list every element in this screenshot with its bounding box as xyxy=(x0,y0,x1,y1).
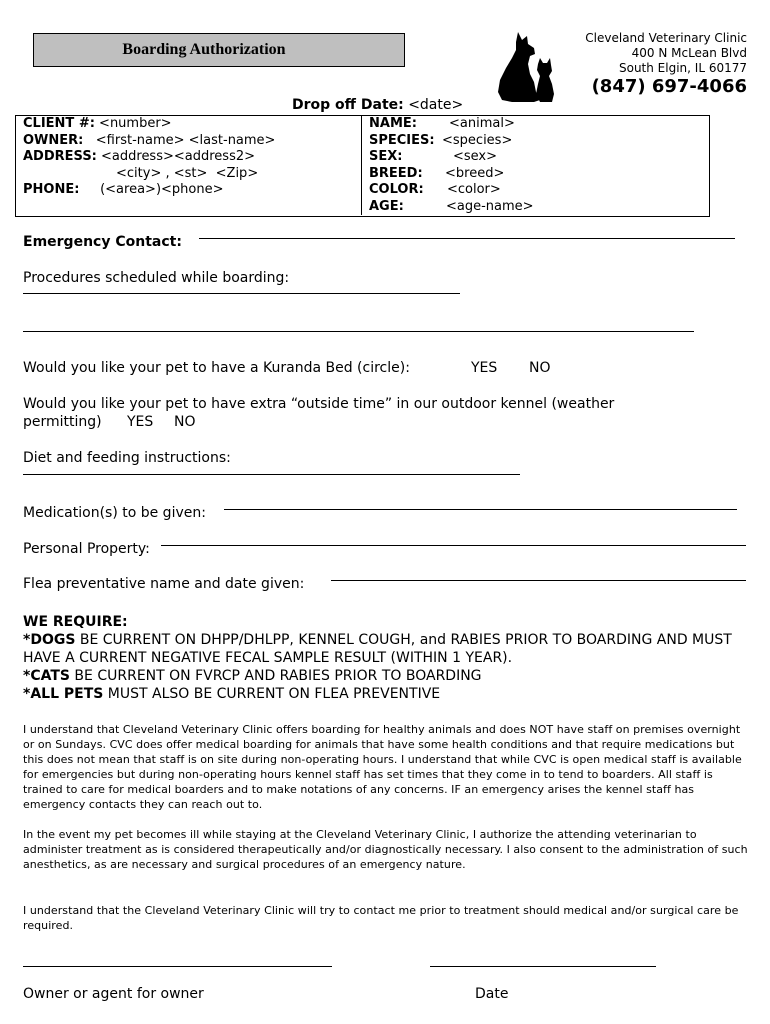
dropoff-label: Drop off Date: xyxy=(292,97,404,113)
cats-requirement: BE CURRENT ON FVRCP AND RABIES PRIOR TO BOARDING xyxy=(69,668,482,684)
clinic-address-line2: South Elgin, IL 60177 xyxy=(618,61,747,75)
contact-before-treatment-paragraph: I understand that the Cleveland Veterinary Clinic will try to contact me prior to treatment should medical and/or surgical care be required. xyxy=(23,904,739,932)
kuranda-no-option[interactable]: NO xyxy=(529,360,551,376)
outside-time-question: Would you like your pet to have extra “outside time” in our outdoor kennel (weather xyxy=(23,396,615,412)
emergency-contact-field[interactable] xyxy=(199,238,735,239)
color-value: <color> xyxy=(447,182,501,197)
medication-label: Medication(s) to be given: xyxy=(23,505,206,521)
address-value-line2: <city> , <st> <Zip> xyxy=(116,165,259,181)
address-value: <address><address2> xyxy=(101,149,256,164)
phone-value: (<area>)<phone> xyxy=(100,182,224,197)
outside-time-question-line2: permitting) xyxy=(23,414,102,430)
flea-preventative-label: Flea preventative name and date given: xyxy=(23,576,305,592)
procedures-label: Procedures scheduled while boarding: xyxy=(23,270,290,286)
procedures-field-line1[interactable] xyxy=(23,293,460,294)
phone-label: PHONE: xyxy=(23,182,80,197)
date-signature-field[interactable] xyxy=(430,966,656,967)
clinic-phone: (847) 697-4066 xyxy=(591,76,747,97)
cats-label: *CATS xyxy=(23,668,70,684)
pet-name-label: NAME: xyxy=(369,116,417,131)
client-number-value: <number> xyxy=(99,116,172,131)
pet-info xyxy=(369,116,534,215)
outside-time-no-option[interactable]: NO xyxy=(174,414,196,430)
diet-field[interactable] xyxy=(23,474,520,475)
clinic-name: Cleveland Veterinary Clinic xyxy=(585,31,747,45)
species-value: <species> xyxy=(442,132,513,148)
owner-signature-label: Owner or agent for owner xyxy=(23,986,204,1002)
pet-name-value: <animal> xyxy=(449,116,515,131)
boarding-disclaimer-paragraph: I understand that Cleveland Veterinary Clinic offers boarding for healthy animals and does NOT have staff on premises overnight or on Sundays. CVC does offer medical boarding for animals that have some health conditions and that require medications but this does not mean that staff is on site during non-operating hours. I understand that while CVC is open medical staff is available for emergencies but during non-operating hours kennel staff has set times that they come in to tend to boarders. All staff is trained to care for medical boarders and to make notations of any concerns. IF an emergency arises the kennel staff has emergency contacts they can reach out to. xyxy=(23,723,742,811)
diet-label: Diet and feeding instructions: xyxy=(23,450,231,466)
outside-time-yes-option[interactable]: YES xyxy=(127,414,154,430)
requirements-block xyxy=(23,613,753,703)
emergency-contact-label: Emergency Contact: xyxy=(23,234,182,250)
requirements-heading: WE REQUIRE: xyxy=(23,614,128,630)
client-info xyxy=(23,116,275,199)
dog-and-cat-silhouette-logo xyxy=(494,30,556,104)
dogs-requirement: BE CURRENT ON DHPP/DHLPP, KENNEL COUGH, and RABIES PRIOR TO BOARDING AND MUST HAVE A CURRENT NEGATIVE FECAL SAMPLE RESULT (WITHIN 1 YEAR). xyxy=(23,632,732,666)
color-label: COLOR: xyxy=(369,182,424,197)
form-title: Boarding Authorization xyxy=(122,41,286,58)
kuranda-yes-option[interactable]: YES xyxy=(471,360,498,376)
owner-label: OWNER: xyxy=(23,132,84,148)
breed-value: <breed> xyxy=(445,165,505,181)
medication-field[interactable] xyxy=(224,509,737,510)
sex-value: <sex> xyxy=(453,149,498,164)
personal-property-label: Personal Property: xyxy=(23,541,150,557)
breed-label: BREED: xyxy=(369,165,423,181)
sex-label: SEX: xyxy=(369,149,403,164)
procedures-field-line2[interactable] xyxy=(23,331,694,332)
date-label: Date xyxy=(475,986,509,1002)
age-value: <age-name> xyxy=(446,198,534,214)
address-label: ADDRESS: xyxy=(23,149,97,164)
flea-preventative-field[interactable] xyxy=(331,580,746,581)
species-label: SPECIES: xyxy=(369,132,435,148)
info-table-divider xyxy=(361,115,362,215)
kuranda-question: Would you like your pet to have a Kuranda Bed (circle): xyxy=(23,360,410,376)
form-title-box xyxy=(33,33,405,67)
age-label: AGE: xyxy=(369,198,404,214)
dropoff-date xyxy=(292,97,463,113)
all-pets-requirement: MUST ALSO BE CURRENT ON FLEA PREVENTIVE xyxy=(103,686,441,702)
clinic-address-line1: 400 N McLean Blvd xyxy=(631,46,747,60)
clinic-info xyxy=(585,31,747,98)
dropoff-value: <date> xyxy=(408,97,464,113)
all-pets-label: *ALL PETS xyxy=(23,686,104,702)
dogs-label: *DOGS xyxy=(23,632,76,648)
owner-signature-field[interactable] xyxy=(23,966,332,967)
client-number-label: CLIENT #: xyxy=(23,116,95,131)
personal-property-field[interactable] xyxy=(161,545,746,546)
treatment-authorization-paragraph: In the event my pet becomes ill while staying at the Cleveland Veterinary Clinic, I authorize the attending veterinarian to administer treatment as is considered therapeutically and/or diagnostically necessary. I also consent to the administration of such anesthetics, as are necessary and surgical procedures of an emergency nature. xyxy=(23,828,748,871)
owner-value: <first-name> <last-name> xyxy=(95,132,276,148)
